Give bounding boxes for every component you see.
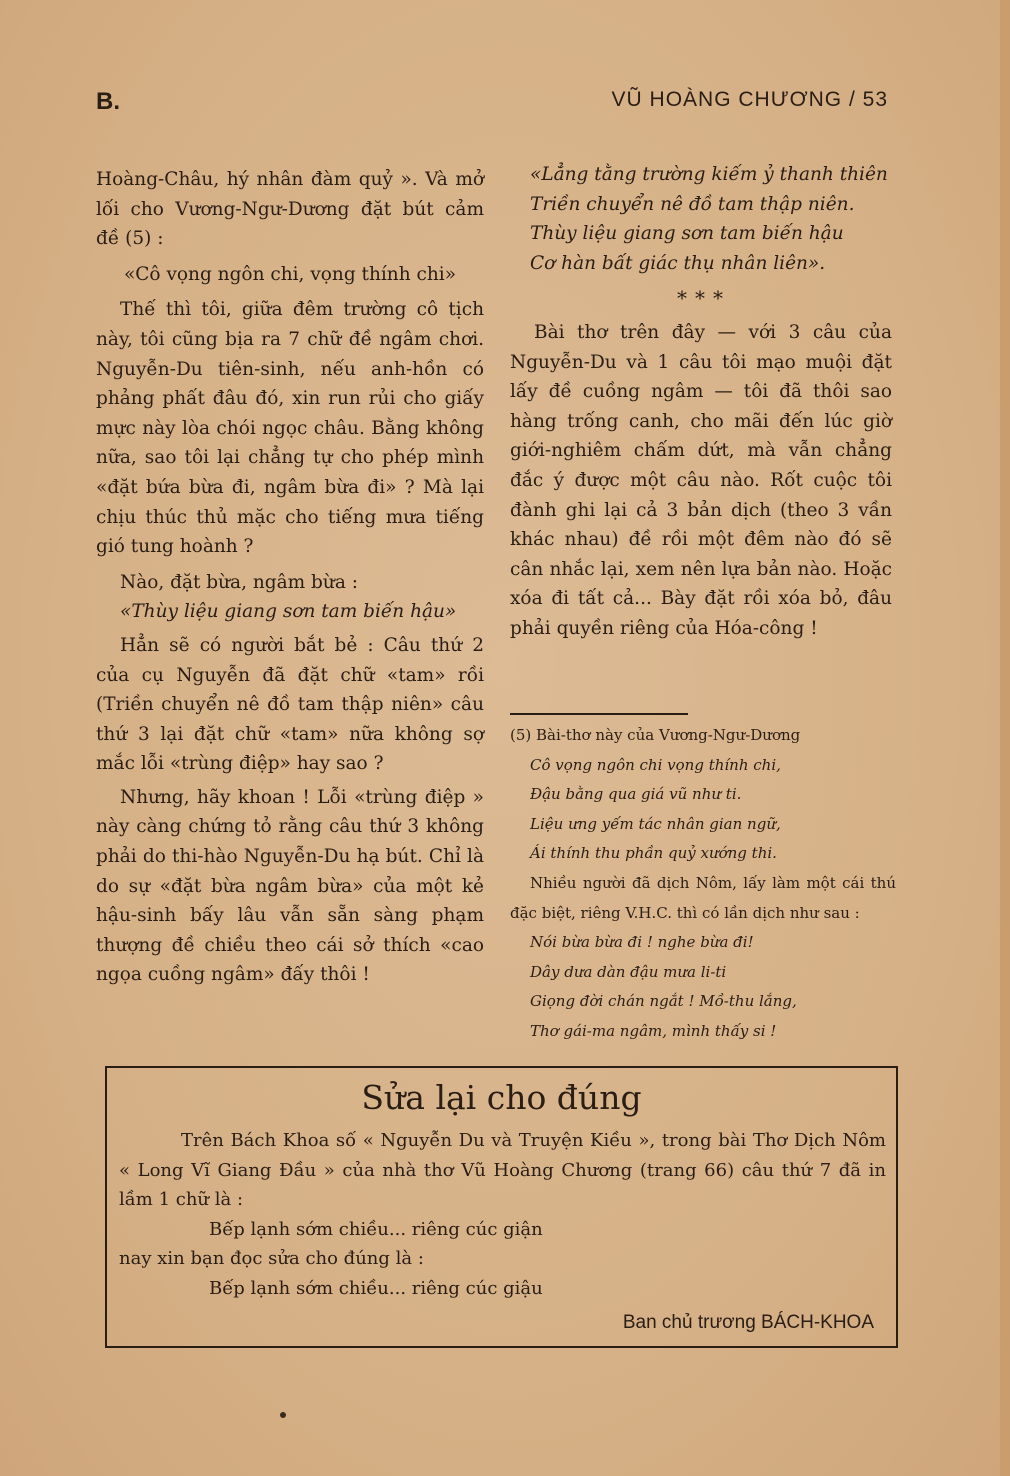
footnote-translation-3: Giọng đời chán ngắt ! Mồ-thu lắng,	[530, 992, 797, 1011]
page-running-head: VŨ HOÀNG CHƯƠNG / 53	[611, 88, 888, 111]
correction-text-1: Trên Bách Khoa số « Nguyễn Du và Truyện Kiều », trong bài Thơ Dịch Nôm « Long Vĩ Giang Đầu » của nhà thơ Vũ Hoàng Chương (trang 66) câu thứ 7 đã in lầm 1 chữ là :	[119, 1130, 886, 1210]
left-paragraph-2: Thế thì tôi, giữa đêm trường cô tịch này, tôi cũng bịa ra 7 chữ đề ngâm chơi. Nguyễn-Du tiên-sinh, nếu anh-hồn có phảng phất đâu đó, xin run rủi cho giấy mực này lòa chói ngọc châu. Bằng không nữa, sao tôi lại chẳng tự cho phép mình «đặt bứa bừa đi, ngâm bừa đi» ? Mà lại chịu thúc thủ mặc cho tiếng mưa tiếng gió tung hoành ?	[96, 299, 484, 558]
left-verse: «Thùy liệu giang sơn tam biến hậu»	[120, 601, 457, 623]
footnote-translation-2: Dây dưa dàn đậu mưa li-ti	[530, 962, 727, 981]
left-column	[96, 165, 484, 990]
poem-line-1: «Lẳng tằng trường kiếm ỷ thanh thiên	[530, 164, 888, 185]
footnote-verse-1: Cô vọng ngôn chi vọng thính chi,	[530, 755, 781, 774]
correction-text-2: nay xin bạn đọc sửa cho đúng là :	[119, 1248, 424, 1269]
poem	[510, 160, 892, 278]
footnote-verse-2: Đậu bằng qua giá vũ như ti.	[530, 785, 742, 804]
left-paragraph-5: Nhưng, hãy khoan ! Lỗi «trùng điệp » này càng chứng tỏ rằng câu thứ 3 không phải do thi-hào Nguyễn-Du hạ bút. Chỉ là do sự «đặt bừa ngâm bừa» của một kẻ hậu-sinh bấy lâu vẫn sẵn sàng phạm thượng đề chiều theo cái sở thích «cao ngọa cuồng ngâm» đấy thôi !	[96, 786, 484, 986]
page-section-letter: B.	[96, 88, 120, 115]
footnote-rule	[510, 713, 688, 715]
footnote-verse-3: Liệu ưng yếm tác nhân gian ngữ,	[530, 814, 781, 833]
footnote	[510, 713, 896, 1047]
footnote-note: Nhiều người đã dịch Nôm, lấy làm một cái thú đặc biệt, riêng V.H.C. thì có lần dịch như sau :	[510, 873, 896, 922]
left-paragraph-3: Nào, đặt bừa, ngâm bừa :	[120, 571, 358, 593]
page-edge	[1000, 0, 1010, 1476]
poem-line-3: Thùy liệu giang sơn tam biến hậu	[530, 223, 844, 245]
section-separator: * * *	[677, 286, 725, 311]
left-quote-1: «Cô vọng ngôn chi, vọng thính chi»	[123, 263, 457, 285]
footnote-translation-4: Thơ gái-ma ngâm, mình thấy si !	[530, 1021, 777, 1040]
correction-body	[119, 1126, 886, 1303]
footnote-translation-1: Nói bừa bừa đi ! nghe bừa đi!	[530, 933, 754, 952]
poem-line-2: Triền chuyển nê đồ tam thập niên.	[530, 193, 855, 215]
right-paragraph: Bài thơ trên đây — với 3 câu của Nguyễn-Du và 1 câu tôi mạo muội đặt lấy đề cuồng ngâm — tôi đã thôi sao hàng trống canh, cho mãi đến lúc giờ giới-nghiêm chấm dứt, mà vẫn chẳng đắc ý được một câu nào. Rốt cuộc tôi đành ghi lại cả 3 bản dịch (theo 3 vần khác nhau) đề rồi một đêm nào đó sẽ cân nhắc lại, xem nên lựa bản nào. Hoặc xóa đi tất cả... Bày đặt rồi xóa bỏ, đâu phải quyền riêng của Hóa-công !	[510, 321, 892, 639]
footnote-line-1: (5) Bài-thơ này của Vương-Ngư-Dương	[510, 726, 801, 744]
left-paragraph-1: Hoàng-Châu, hý nhân đàm quỷ ». Và mở lối cho Vương-Ngư-Dương đặt bút cảm đề (5) :	[96, 169, 484, 250]
footnote-verse-4: Ái thính thu phần quỷ xướng thi.	[530, 844, 777, 863]
correction-wrong-line: Bếp lạnh sớm chiều... riêng cúc giận	[209, 1218, 543, 1240]
poem-line-4: Cơ hàn bất giác thụ nhân liên».	[530, 252, 826, 274]
ink-speck	[280, 1412, 286, 1418]
left-paragraph-4: Hẳn sẽ có người bắt bẻ : Câu thứ 2 của cụ Nguyễn đã đặt chữ «tam» rồi (Triền chuyển nê đồ tam thập niên» câu thứ 3 lại đặt chữ «tam» nữa không sợ mắc lỗi «trùng điệp» hay sao ?	[96, 634, 484, 775]
correction-box	[105, 1066, 898, 1348]
correction-signature: Ban chủ trương BÁCH-KHOA	[622, 1312, 874, 1333]
correction-title: Sửa lại cho đúng	[361, 1078, 642, 1117]
correction-right-line: Bếp lạnh sớm chiều... riêng cúc giậu	[209, 1277, 543, 1299]
right-column	[510, 160, 892, 644]
